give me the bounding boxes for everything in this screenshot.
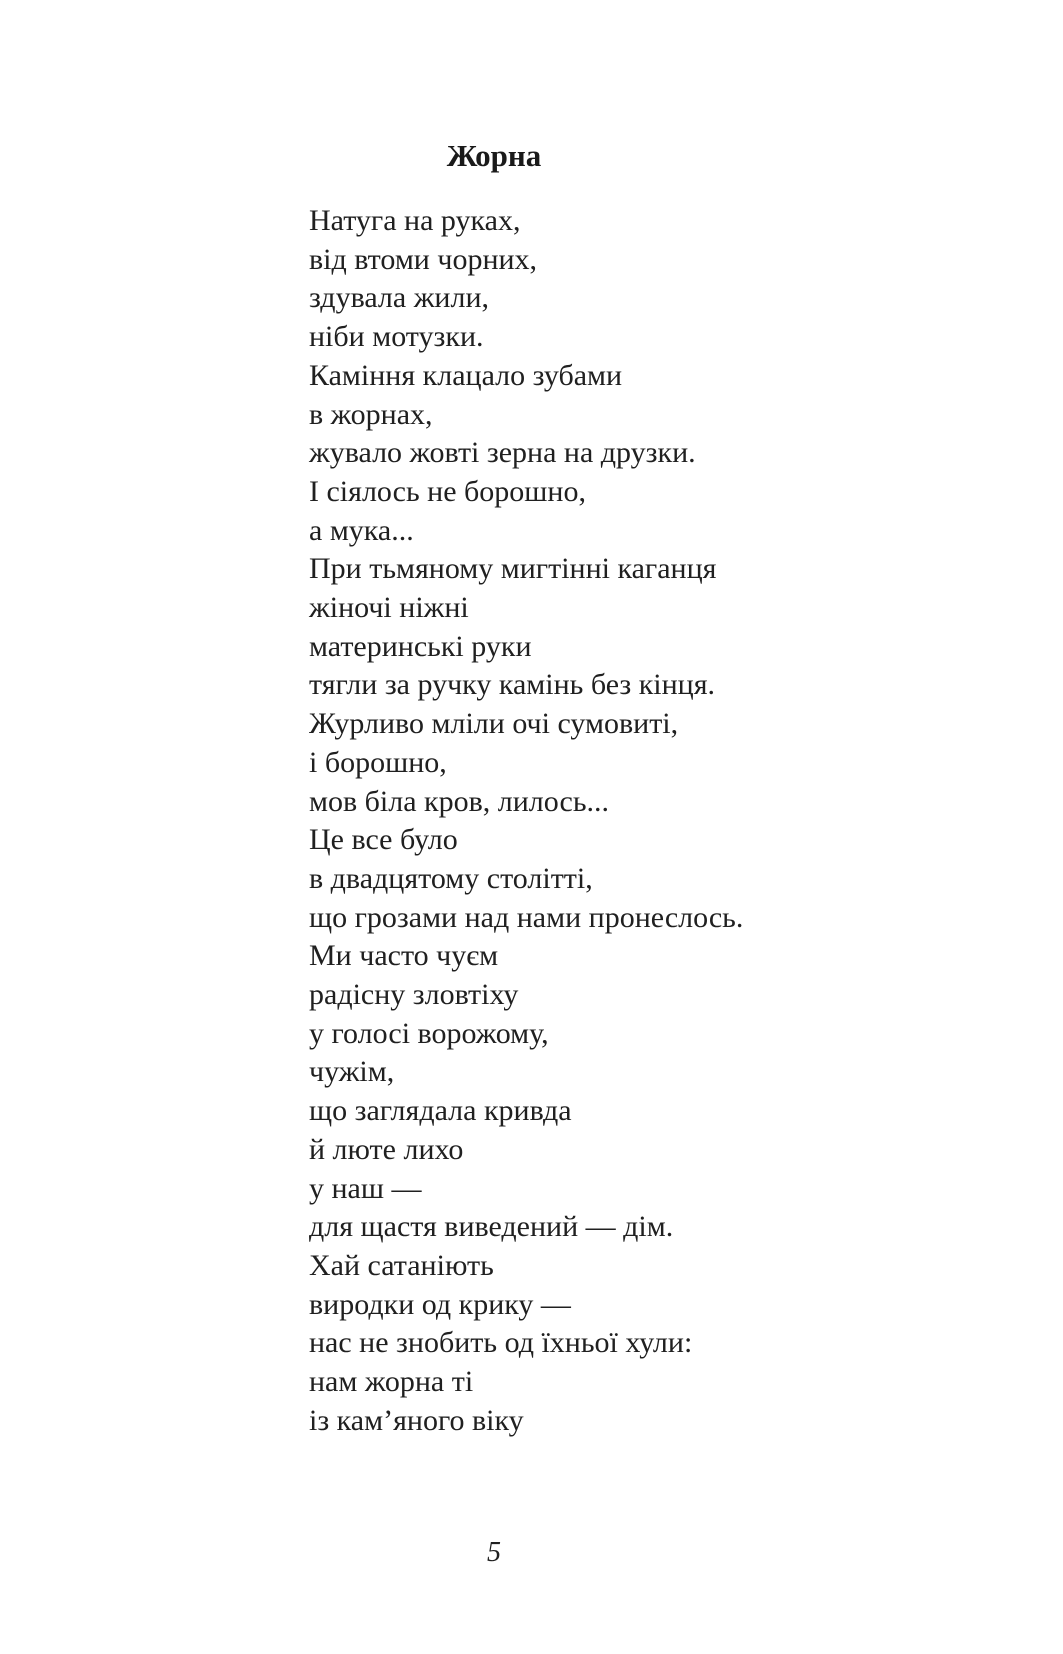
poem-line: нам жорна ті bbox=[309, 1365, 474, 1399]
poem-line: від втоми чорних, bbox=[309, 242, 538, 276]
poem-title: Жорна bbox=[446, 138, 542, 173]
poem-line: Каміння клацало зубами bbox=[309, 358, 623, 392]
poem-line: материнські руки bbox=[309, 629, 532, 663]
poem-line: чужім, bbox=[309, 1055, 395, 1089]
poem-line: що заглядала кривда bbox=[309, 1094, 572, 1128]
poem-line: радісну зловтіху bbox=[309, 978, 519, 1012]
poem-line: у наш — bbox=[309, 1171, 422, 1205]
poem-line: здувала жили, bbox=[309, 281, 490, 315]
poem-line: жіночі ніжні bbox=[309, 591, 469, 625]
poem-line: виродки од крику — bbox=[309, 1287, 571, 1321]
poem-line: І сіялось не борошно, bbox=[309, 474, 586, 508]
poem-line: у голосі ворожому, bbox=[309, 1016, 549, 1050]
poem-line: Ми часто чуєм bbox=[309, 939, 499, 973]
poem-line: Хай сатаніють bbox=[309, 1248, 494, 1282]
poem-line: в двадцятому столітті, bbox=[309, 861, 593, 895]
poem-line: мов біла кров, лилось... bbox=[309, 784, 610, 818]
poem-line: а мука... bbox=[309, 513, 414, 547]
poem-line: в жорнах, bbox=[309, 397, 433, 431]
poem-line: Журливо мліли очі сумовиті, bbox=[309, 707, 679, 741]
poem-line: Це все було bbox=[309, 823, 458, 857]
poem-line: і борошно, bbox=[309, 745, 447, 779]
poem-line: що грозами над нами пронеслось. bbox=[309, 900, 744, 934]
poem-line: ніби мотузки. bbox=[309, 320, 484, 354]
poem-line: тягли за ручку камінь без кінця. bbox=[309, 668, 716, 702]
poem-line: Натуга на руках, bbox=[309, 204, 521, 237]
poem-line: із кам’яного віку bbox=[309, 1403, 524, 1437]
poem-line: При тьмяному мигтінні каганця bbox=[309, 552, 717, 586]
poem-line: й люте лихо bbox=[309, 1132, 464, 1166]
page-number: 5 bbox=[487, 1537, 501, 1568]
poem-body bbox=[309, 202, 743, 1441]
poem-line: нас не знобить од їхньої хули: bbox=[309, 1326, 693, 1360]
poem-line: жувало жовті зерна на друзки. bbox=[309, 436, 696, 470]
poem-line: для щастя виведений — дім. bbox=[309, 1210, 674, 1244]
